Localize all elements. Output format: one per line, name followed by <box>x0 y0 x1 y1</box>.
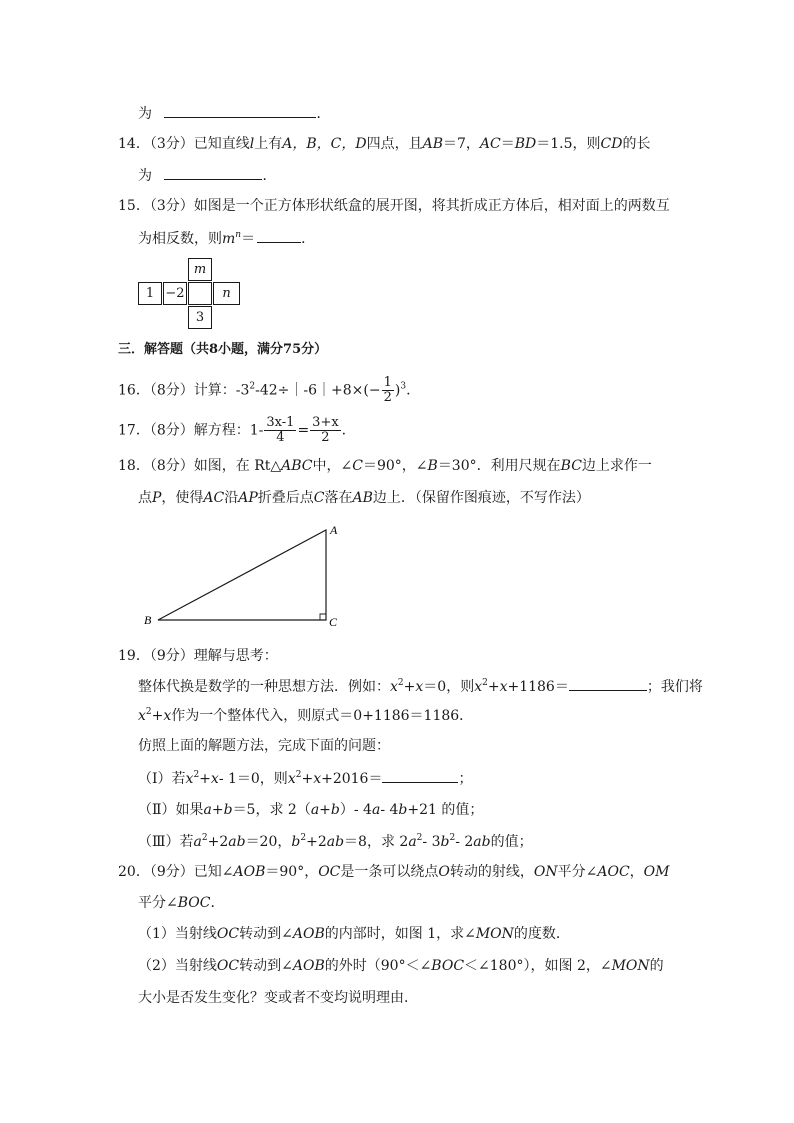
q15-line1: 15．（3分）如图是一个正方体形状纸盒的展开图，将其折成正方体后，相对面上的两数互 <box>118 198 670 214</box>
q19-line2: 整体代换是数学的一种思想方法．例如：$x^2+x=0$，则$x^2+x+1186=$ ；我们将 <box>138 678 703 695</box>
q19-line4: 仿照上面的解题方法，完成下面的问题： <box>138 738 390 754</box>
label-a: A <box>330 523 338 537</box>
q19-score: （9分） <box>149 648 194 664</box>
q14-number: 14． <box>118 136 150 152</box>
q14-score: （3分） <box>149 136 194 152</box>
q18-line2: 点P，使得AC沿AP折叠后点C落在AB边上．（保留作图痕迹，不写作法） <box>138 490 590 506</box>
right-triangle-figure <box>140 520 350 635</box>
q19-line3: $x^2+x$作为一个整体代入，则原式＝0+1186＝1186． <box>138 707 474 724</box>
net-cell-center <box>188 282 212 305</box>
q19-example-blank[interactable] <box>569 676 647 691</box>
q16-fraction: $\frac{1}{2}$ <box>383 375 392 405</box>
q13-tail-line: 为 ． <box>138 103 330 124</box>
section-3-heading: 三．解答题（共8小题，满分75分） <box>118 342 328 357</box>
label-b: B <box>144 613 152 627</box>
q15-answer-blank[interactable] <box>257 228 301 243</box>
q20-part1: （1）当射线OC转动到∠AOB的内部时，如图 1，求∠MON的度数． <box>138 926 570 942</box>
q19-number: 19． <box>118 648 150 664</box>
q20-part2: （2）当射线OC转动到∠AOB的外时（90°＜∠BOC＜∠180°），如图 2，∠MON的 <box>138 958 664 974</box>
q17-line: 17．（8分）解方程：1- $\frac{3x-1}{4}$ = $\frac{3+x}{2}$ . <box>118 415 347 445</box>
q15-line2: 为相反数，则$m^n=$ ． <box>138 230 316 247</box>
q16-number: 16． <box>118 382 150 399</box>
cube-net-figure <box>138 258 242 330</box>
net-cell-left1: 1 <box>138 282 162 305</box>
q19-part2: （Ⅱ）如果a+b＝5，求 2（a+b）- 4a- 4b+21 的值； <box>138 802 484 818</box>
net-cell-top: m <box>188 258 212 281</box>
q17-number: 17． <box>118 422 150 439</box>
q18-line1: 18．（8分）如图，在 Rt△ABC中，∠C＝90°，∠B＝30°．利用尺规在BC边上求作一 <box>118 458 652 474</box>
q14-line2: 为 ． <box>138 165 276 186</box>
q20-part2-cont: 大小是否发生变化？变或者不变均说明理由． <box>138 990 418 1006</box>
q18-number: 18． <box>118 458 150 474</box>
q19-part1-blank[interactable] <box>382 768 458 783</box>
q14-line1: 14．（3分）已知直线l上有A，B，C，D四点，且AB＝7，AC＝BD＝1.5，则CD的长 <box>118 136 651 152</box>
q17-fraction-right: $\frac{3+x}{2}$ <box>312 415 339 445</box>
net-cell-right: n <box>213 282 240 305</box>
q13-tail-text: 为 <box>138 106 152 122</box>
q19-part1: （Ⅰ）若$x^2+x-$ 1＝0，则$x^2+x+2016=$ ； <box>138 770 473 787</box>
q18-score: （8分） <box>149 458 194 474</box>
q14-answer-blank[interactable] <box>164 165 262 180</box>
q16-score: （8分） <box>149 382 194 399</box>
label-c: C <box>329 615 338 629</box>
net-cell-left2: −2 <box>163 282 187 305</box>
q17-fraction-left: $\frac{3x-1}{4}$ <box>266 415 295 445</box>
q17-score: （8分） <box>149 422 194 439</box>
q19-line1: 19．（9分）理解与思考： <box>118 648 278 664</box>
q15-number: 15． <box>118 198 150 214</box>
q20-line1: 20．（9分）已知∠AOB＝90°，OC是一条可以绕点O转动的射线，ON平分∠AOC，OM <box>118 864 670 880</box>
q20-line2: 平分∠BOC． <box>138 895 225 911</box>
net-cell-bottom: 3 <box>188 306 212 329</box>
q19-part3: （Ⅲ）若$a^2+2ab=20$，$b^2+2ab=8$，求 $2a^2-$ $3b^2-$ 2ab的值； <box>138 833 533 850</box>
triangle-abc <box>158 530 326 620</box>
q20-score: （9分） <box>149 864 194 880</box>
q13-answer-blank[interactable] <box>164 103 316 118</box>
q20-number: 20． <box>118 864 150 880</box>
right-angle-mark <box>320 614 326 620</box>
q15-score: （3分） <box>149 198 194 214</box>
q16-line: 16．（8分）计算：$-3^2-42\div|-6|+8\times(-$ $\frac{1}{2}$ )$^3$. <box>118 375 411 405</box>
